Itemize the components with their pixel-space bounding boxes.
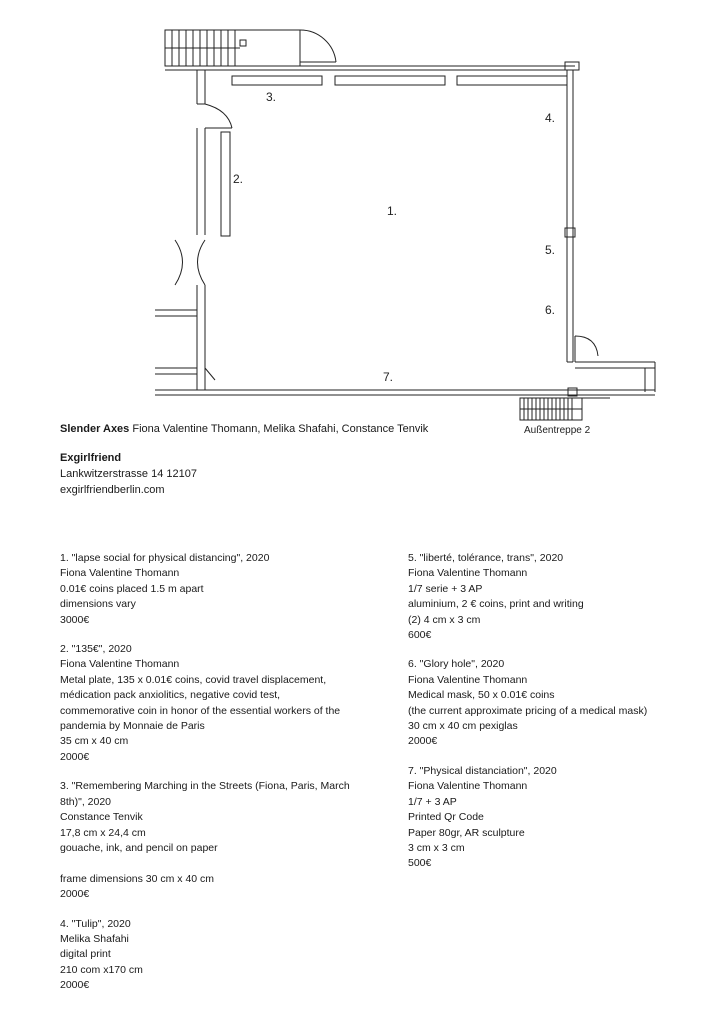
- artwork-detail: médication pack anxiolitics, negative covid test,: [60, 689, 281, 702]
- wall-panel: [457, 76, 567, 85]
- artwork-detail: Metal plate, 135 x 0.01€ coins, covid travel displacement,: [60, 673, 327, 686]
- exhibition-title: Slender Axes: [60, 423, 130, 435]
- artwork-entry: [408, 764, 724, 872]
- artwork-detail: Melika Shafahi: [60, 932, 129, 945]
- artwork-detail: Printed Qr Code: [408, 811, 484, 824]
- plan-label-3: 3.: [266, 90, 277, 104]
- artwork-detail: Fiona Valentine Thomann: [408, 567, 528, 580]
- artwork-detail: Fiona Valentine Thomann: [408, 673, 528, 686]
- artwork-detail: pandemia by Monnaie de Paris: [60, 720, 205, 733]
- plan-label-4: 4.: [545, 111, 556, 125]
- artwork-detail: 2000€: [408, 735, 438, 748]
- venue-address: Lankwitzerstrasse 14 12107: [60, 468, 197, 480]
- venue-website: exgirlfriendberlin.com: [60, 484, 165, 496]
- artwork-detail: 1/7 + 3 AP: [408, 795, 457, 808]
- wall-panel: [232, 76, 322, 85]
- artwork-title: 2. "135€", 2020: [60, 643, 132, 656]
- artwork-detail: 600€: [408, 629, 432, 642]
- artwork-detail: Medical mask, 50 x 0.01€ coins: [408, 689, 555, 702]
- venue-name: Exgirlfriend: [60, 452, 122, 464]
- artwork-detail: (the current approximate pricing of a medical mask): [408, 704, 648, 717]
- artwork-title: 6. "Glory hole", 2020: [408, 658, 505, 671]
- artwork-title: 1. "lapse social for physical distancing", 2020: [60, 552, 270, 564]
- artwork-detail: 35 cm x 40 cm: [60, 735, 129, 748]
- artwork-title: 5. "liberté, tolérance, trans", 2020: [408, 552, 564, 564]
- bottom-staircase: [520, 398, 610, 420]
- artwork-entry: [60, 779, 380, 902]
- plan-label-2: 2.: [233, 172, 244, 186]
- artwork-detail: 210 com x170 cm: [60, 963, 143, 976]
- plan-label-7: 7.: [383, 370, 394, 384]
- plan-label-6: 6.: [545, 303, 556, 317]
- artwork-detail: aluminium, 2 € coins, print and writing: [408, 598, 584, 611]
- artwork-detail: 30 cm x 40 cm pexiglas: [408, 720, 518, 733]
- artwork-detail: 500€: [408, 857, 432, 870]
- artwork-detail: Fiona Valentine Thomann: [60, 567, 180, 580]
- stair-label: Außentreppe 2: [524, 425, 591, 436]
- artwork-title: 3. "Remembering Marching in the Streets (Fiona, Paris, March: [60, 780, 350, 793]
- wall-panel: [335, 76, 445, 85]
- works-list-right: [408, 551, 724, 886]
- artwork-detail: Paper 80gr, AR sculpture: [408, 826, 525, 839]
- artwork-title: 7. "Physical distanciation", 2020: [408, 764, 557, 777]
- artwork-title: 4. "Tulip", 2020: [60, 917, 131, 930]
- artwork-detail: Fiona Valentine Thomann: [60, 658, 180, 671]
- artwork-entry: [60, 917, 380, 994]
- artwork-detail: 2000€: [60, 750, 90, 763]
- partition-wall: [221, 132, 230, 236]
- artwork-detail: 0.01€ coins placed 1.5 m apart: [60, 582, 204, 595]
- artwork-entry: [60, 551, 380, 628]
- artwork-detail: 17,8 cm x 24,4 cm: [60, 826, 146, 839]
- artwork-detail: (2) 4 cm x 3 cm: [408, 613, 481, 626]
- artwork-detail: gouache, ink, and pencil on paper: [60, 841, 218, 854]
- artwork-entry: [60, 642, 380, 765]
- artwork-detail: frame dimensions 30 cm x 40 cm: [60, 872, 215, 885]
- floor-plan: [0, 0, 724, 440]
- top-staircase: [165, 30, 336, 66]
- artwork-detail: 1/7 serie + 3 AP: [408, 582, 483, 595]
- artwork-entry: [408, 551, 724, 643]
- artwork-detail: 8th)", 2020: [60, 795, 112, 808]
- artwork-detail: 2000€: [60, 979, 90, 992]
- exhibition-header: [60, 423, 428, 435]
- plan-label-5: 5.: [545, 243, 556, 257]
- artwork-detail: Constance Tenvik: [60, 811, 143, 824]
- artwork-detail: digital print: [60, 948, 111, 961]
- works-list-left: [60, 551, 380, 1008]
- artwork-detail: dimensions vary: [60, 598, 136, 611]
- artwork-detail: Fiona Valentine Thomann: [408, 780, 528, 793]
- artwork-detail: 3 cm x 3 cm: [408, 841, 465, 854]
- artwork-detail: 2000€: [60, 888, 90, 901]
- plan-label-1: 1.: [387, 204, 398, 218]
- artwork-detail: commemorative coin in honor of the essential workers of the: [60, 704, 341, 717]
- artwork-entry: [408, 657, 724, 749]
- artwork-detail: [60, 856, 380, 871]
- exhibition-artists: Fiona Valentine Thomann, Melika Shafahi, Constance Tenvik: [132, 423, 429, 435]
- artwork-detail: 3000€: [60, 613, 90, 626]
